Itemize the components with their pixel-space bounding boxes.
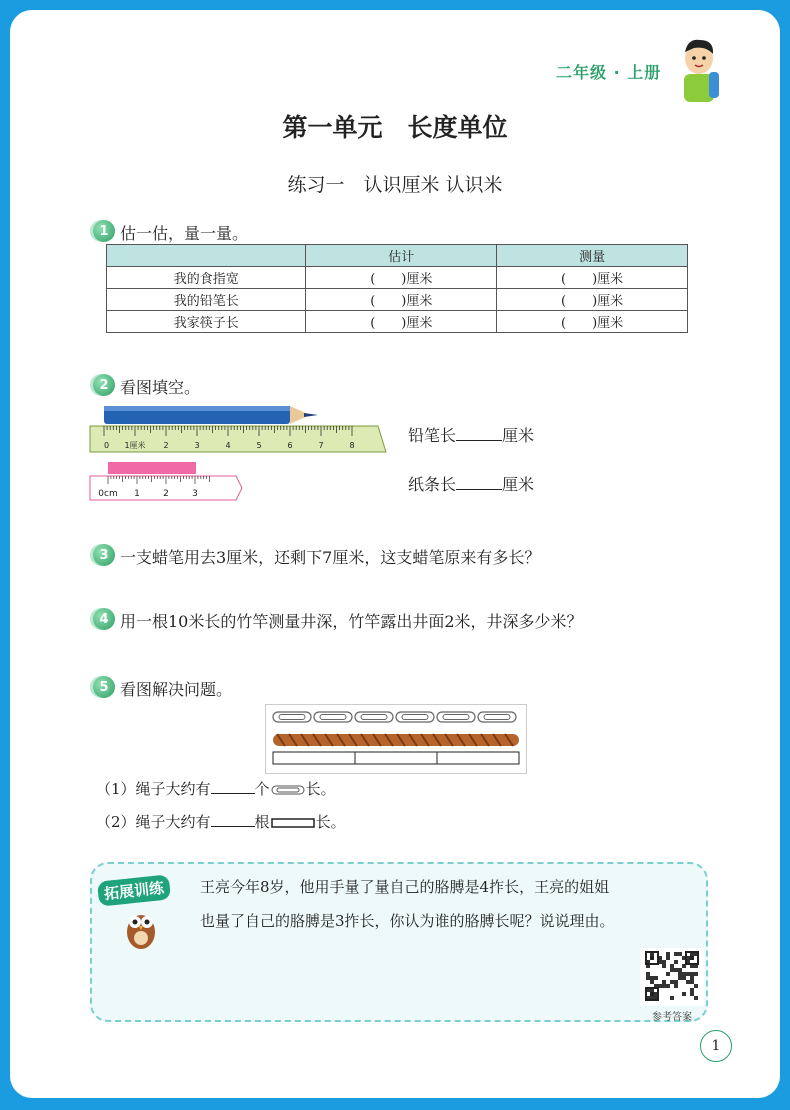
sub-question-label: （1）绳子大约有 <box>96 780 211 798</box>
answer-blank[interactable] <box>456 426 502 441</box>
ruler-illustration <box>88 402 388 506</box>
qr-caption: 参考答案 <box>652 1012 692 1023</box>
ruler-tick-label: 0 <box>104 441 110 450</box>
estimate-cell[interactable]: ( )厘米 <box>306 289 497 311</box>
ruler-tick-label: 5 <box>256 441 262 450</box>
answer-blank[interactable] <box>211 812 255 827</box>
pencil-length-blank <box>408 423 534 446</box>
ruler-tick-label: 1厘米 <box>124 441 146 450</box>
unit-label: 厘米 <box>502 475 535 494</box>
question-5-text: 看图解决问题。 <box>120 680 233 699</box>
table-header: 估计 <box>306 245 497 267</box>
extension-text-line-2: 也量了自己的胳膊是3拃长，你认为谁的胳膊长呢？说说理由。 <box>200 912 615 930</box>
ruler-tick-label: 4 <box>225 441 231 450</box>
pencil-icon <box>104 406 318 424</box>
unit-label: 长。 <box>305 780 336 798</box>
small-ruler <box>90 476 242 500</box>
page-subtitle: 练习一 认识厘米 认识米 <box>287 174 503 196</box>
boy-mascot-icon <box>676 34 722 106</box>
ruler-tick-label: 0cm <box>98 489 118 499</box>
table-row <box>107 289 688 311</box>
page-title: 第一单元 长度单位 <box>282 113 508 142</box>
ruler-tick-label: 3 <box>192 489 198 499</box>
page-number: 1 <box>700 1030 732 1062</box>
answer-blank[interactable] <box>211 779 255 794</box>
question-2-text: 看图填空。 <box>120 378 201 397</box>
question-number-badge: 3 <box>93 544 115 566</box>
qr-code-icon <box>640 948 704 1006</box>
paperclip-icon <box>270 783 306 797</box>
paper-label: 纸条长 <box>408 475 457 494</box>
table-header-row <box>107 245 688 267</box>
table-row <box>107 267 688 289</box>
measure-cell[interactable]: ( )厘米 <box>497 267 688 289</box>
ruler-tick-label: 3 <box>194 441 200 450</box>
measure-cell[interactable]: ( )厘米 <box>497 289 688 311</box>
rope-illustration <box>265 704 527 774</box>
table-row <box>107 311 688 333</box>
ruler-tick-label: 6 <box>287 441 293 450</box>
unit-label: 根 <box>254 813 270 831</box>
ruler-tick-label: 2 <box>163 441 169 450</box>
stick-icon <box>270 816 316 830</box>
question-3-text: 一支蜡笔用去3厘米，还剩下7厘米，这支蜡笔原来有多长？ <box>120 548 541 567</box>
pencil-label: 铅笔长 <box>408 426 457 445</box>
unit-label: 长。 <box>315 813 346 831</box>
owl-mascot-icon <box>124 904 158 950</box>
question-1-text: 估一估，量一量。 <box>120 224 249 243</box>
question-number-badge: 2 <box>93 374 115 396</box>
measure-cell[interactable]: ( )厘米 <box>497 311 688 333</box>
stick-row <box>273 752 519 764</box>
paper-length-blank <box>408 472 534 495</box>
sub-question-2 <box>96 811 346 832</box>
question-number-badge: 1 <box>93 220 115 242</box>
question-number-badge: 5 <box>93 676 115 698</box>
ruler-tick-label: 1 <box>134 489 140 499</box>
row-label: 我的食指宽 <box>107 267 306 289</box>
table-header <box>107 245 306 267</box>
extension-badge: 拓展训练 <box>97 874 171 906</box>
answer-blank[interactable] <box>456 475 502 490</box>
row-label: 我的铅笔长 <box>107 289 306 311</box>
row-label: 我家筷子长 <box>107 311 306 333</box>
table-header: 测量 <box>497 245 688 267</box>
ruler-tick-label: 7 <box>318 441 324 450</box>
grade-label: 二年级 · 上册 <box>556 63 662 82</box>
paper-strip <box>108 462 196 474</box>
extension-text-line-1: 王亮今年8岁，他用手量了量自己的胳膊是4拃长，王亮的姐姐 <box>200 878 610 896</box>
sub-question-label: （2）绳子大约有 <box>96 813 211 831</box>
unit-label: 个 <box>254 780 270 798</box>
estimate-cell[interactable]: ( )厘米 <box>306 311 497 333</box>
ruler-tick-label: 8 <box>349 441 355 450</box>
centimeter-ruler <box>90 426 386 452</box>
unit-label: 厘米 <box>502 426 535 445</box>
estimate-cell[interactable]: ( )厘米 <box>306 267 497 289</box>
question-number-badge: 4 <box>93 608 115 630</box>
question-4-text: 用一根10米长的竹竿测量井深，竹竿露出井面2米，井深多少米？ <box>120 612 583 631</box>
ruler-tick-label: 2 <box>163 489 169 499</box>
estimate-table <box>106 244 688 333</box>
sub-question-1 <box>96 778 336 799</box>
